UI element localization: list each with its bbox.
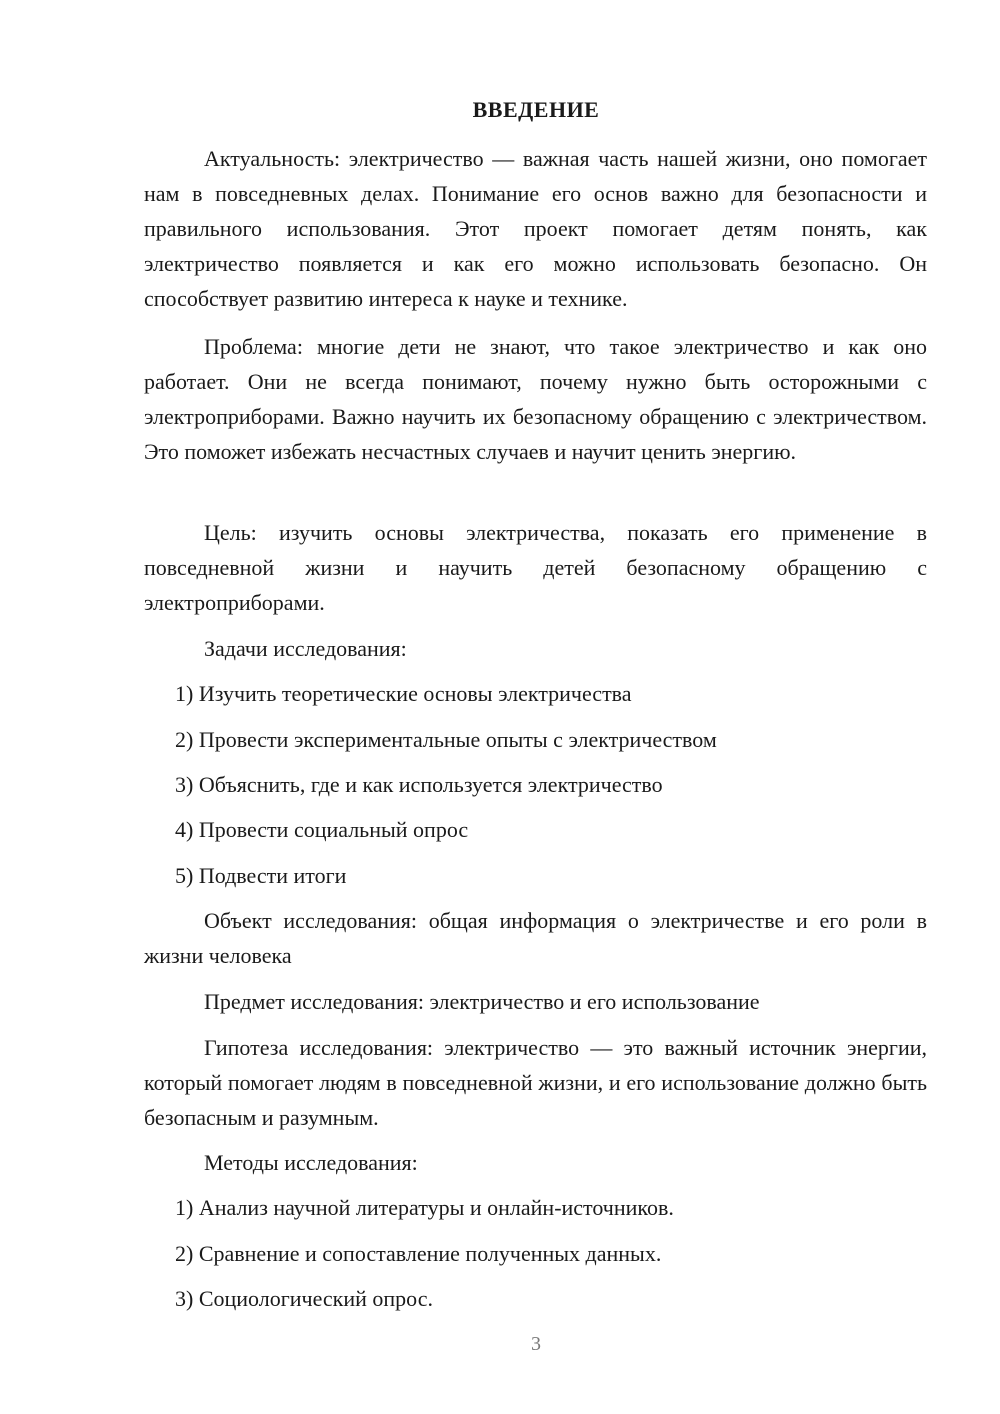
hypothesis-paragraph: Гипотеза исследования: электричество — это важный источник энергии, который помогает людям в повседневной жизни, и его использование должно быть безопасным и разумным. <box>144 1035 927 1130</box>
page-number: 3 <box>531 1333 541 1355</box>
task-item: 1) Изучить теоретические основы электричества <box>175 681 632 706</box>
page-title: ВВЕДЕНИЕ <box>472 97 600 122</box>
task-item: 5) Подвести итоги <box>175 863 347 888</box>
task-item: 3) Объяснить, где и как используется электричество <box>175 772 663 797</box>
task-item: 2) Провести экспериментальные опыты с электричеством <box>175 727 717 752</box>
methods-heading: Методы исследования: <box>204 1150 418 1175</box>
relevance-paragraph: Актуальность: электричество — важная часть нашей жизни, оно помогает нам в повседневных делах. Понимание его основ важно для безопасности и правильного использования. Этот проект помогает детям понять, как электричество появляется и как его можно использовать безопасно. Он способствует развитию интереса к науке и технике. <box>144 146 927 311</box>
tasks-heading: Задачи исследования: <box>204 636 407 661</box>
method-item: 1) Анализ научной литературы и онлайн-источников. <box>175 1195 674 1220</box>
method-item: 2) Сравнение и сопоставление полученных данных. <box>175 1241 662 1266</box>
subject-paragraph: Предмет исследования: электричество и его использование <box>204 989 760 1014</box>
goal-paragraph: Цель: изучить основы электричества, показать его применение в повседневной жизни и научить детей безопасному обращению с электроприборами. <box>144 520 927 615</box>
method-item: 3) Социологический опрос. <box>175 1286 433 1311</box>
problem-paragraph: Проблема: многие дети не знают, что такое электричество и как оно работает. Они не всегда понимают, почему нужно быть осторожными с электроприборами. Важно научить их безопасному обращению с электричеством. Это поможет избежать несчастных случаев и научит ценить энергию. <box>144 334 927 464</box>
object-paragraph: Объект исследования: общая информация о электричестве и его роли в жизни человека <box>144 908 927 968</box>
task-item: 4) Провести социальный опрос <box>175 817 469 842</box>
